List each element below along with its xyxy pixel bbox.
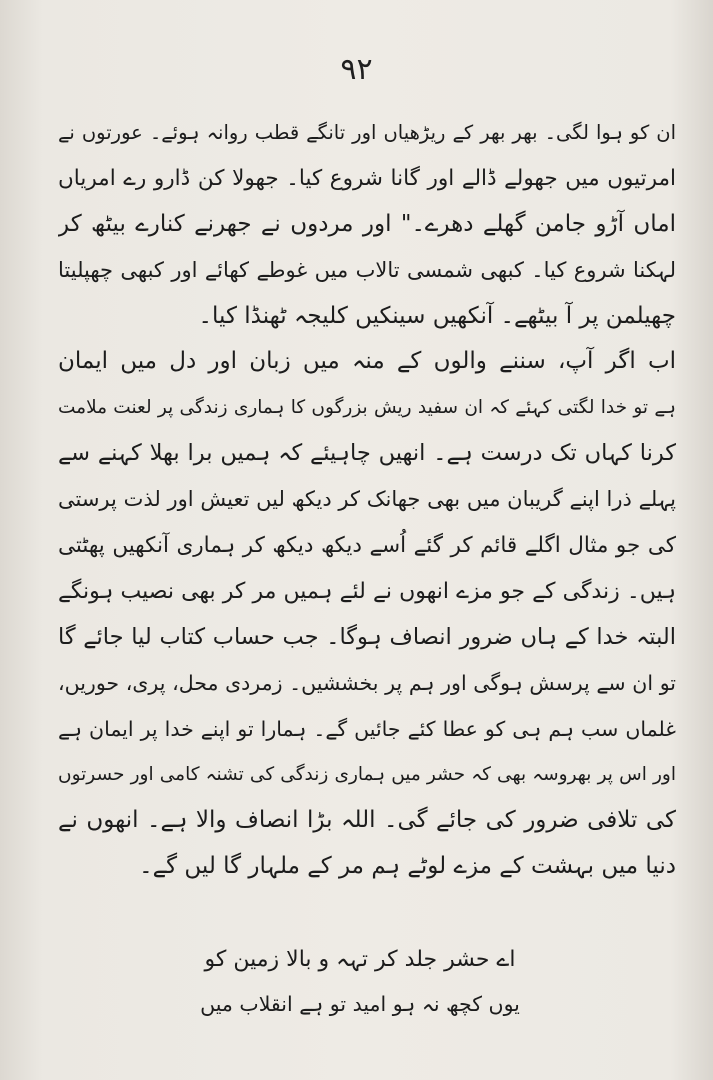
text-line: تو ان سے پرسش ہوگی اور ہم پر بخششیں۔ زمردی محل، پری، حوریں، (58, 670, 676, 695)
text-line: اب اگر آپ، سننے والوں کے منہ میں زبان اور دل میں ایمان (58, 348, 676, 375)
body-text (58, 110, 676, 890)
text-line: لہکنا شروع کیا۔ کبھی شمسی تالاب میں غوطے کھائے اور کبھی چھپلیتا (58, 257, 676, 282)
text-line: البتہ خدا کے ہاں ضرور انصاف ہوگا۔ جب حساب کتاب لیا جائے گا (58, 623, 676, 650)
text-line: ان کو ہوا لگی۔ بھر بھر کے ریڑھیاں اور تانگے قطب روانہ ہوئے۔ عورتوں نے (58, 121, 676, 144)
verse-couplet (200, 938, 520, 1026)
text-line: کرنا کہاں تک درست ہے۔ انھیں چاہیئے کہ ہمیں برا بھلا کہنے سے (58, 440, 676, 467)
verse-line: اے حشر جلد کر تہہ و بالا زمین کو (204, 947, 516, 972)
text-line: اماں آڑو جامن گھلے دھرے۔" اور مردوں نے جھرنے کنارے بیٹھ کر (58, 210, 676, 237)
verse-line: یوں کچھ نہ ہو امید تو ہے انقلاب میں (200, 992, 520, 1016)
text-line: چھیلمن پر آ بیٹھے۔ آنکھیں سینکیں کلیجہ ٹھنڈا کیا۔ (198, 302, 676, 329)
text-line: کی تلافی ضرور کی جائے گی۔ اللہ بڑا انصاف والا ہے۔ انھوں نے (58, 807, 676, 834)
text-line: غلماں سب ہم ہی کو عطا کئے جائیں گے۔ ہمارا تو اپنے خدا پر ایمان ہے (58, 716, 676, 741)
text-line: اور اس پر بھروسہ بھی کہ حشر میں ہماری زندگی کی تشنہ کامی اور حسرتوں (58, 764, 676, 786)
text-line: دنیا میں بہشت کے مزے لوٹے ہم مر کے ملہار گا لیں گے۔ (139, 853, 676, 880)
text-line: پہلے ذرا اپنے گریبان میں بھی جھانک کر دیکھ لیں تعیش اور لذت پرستی (58, 487, 676, 512)
text-line: کی جو مثال اگلے قائم کر گئے اُسے دیکھ دیکھ کر ہماری آنکھیں پھٹتی (58, 533, 676, 559)
text-line: ہے تو خدا لگتی کہئے کہ ان سفید ریش بزرگوں کا ہماری زندگی پر لعنت ملامت (58, 397, 676, 419)
page-number: ۹۲ (340, 52, 373, 87)
text-line: ہیں۔ زندگی کے جو مزے انھوں نے لئے ہمیں مر کر بھی نصیب ہونگے (58, 578, 676, 604)
text-line: امرتیوں میں جھولے ڈالے اور گانا شروع کیا۔ جھولا کن ڈارو رے امریاں (58, 165, 676, 191)
